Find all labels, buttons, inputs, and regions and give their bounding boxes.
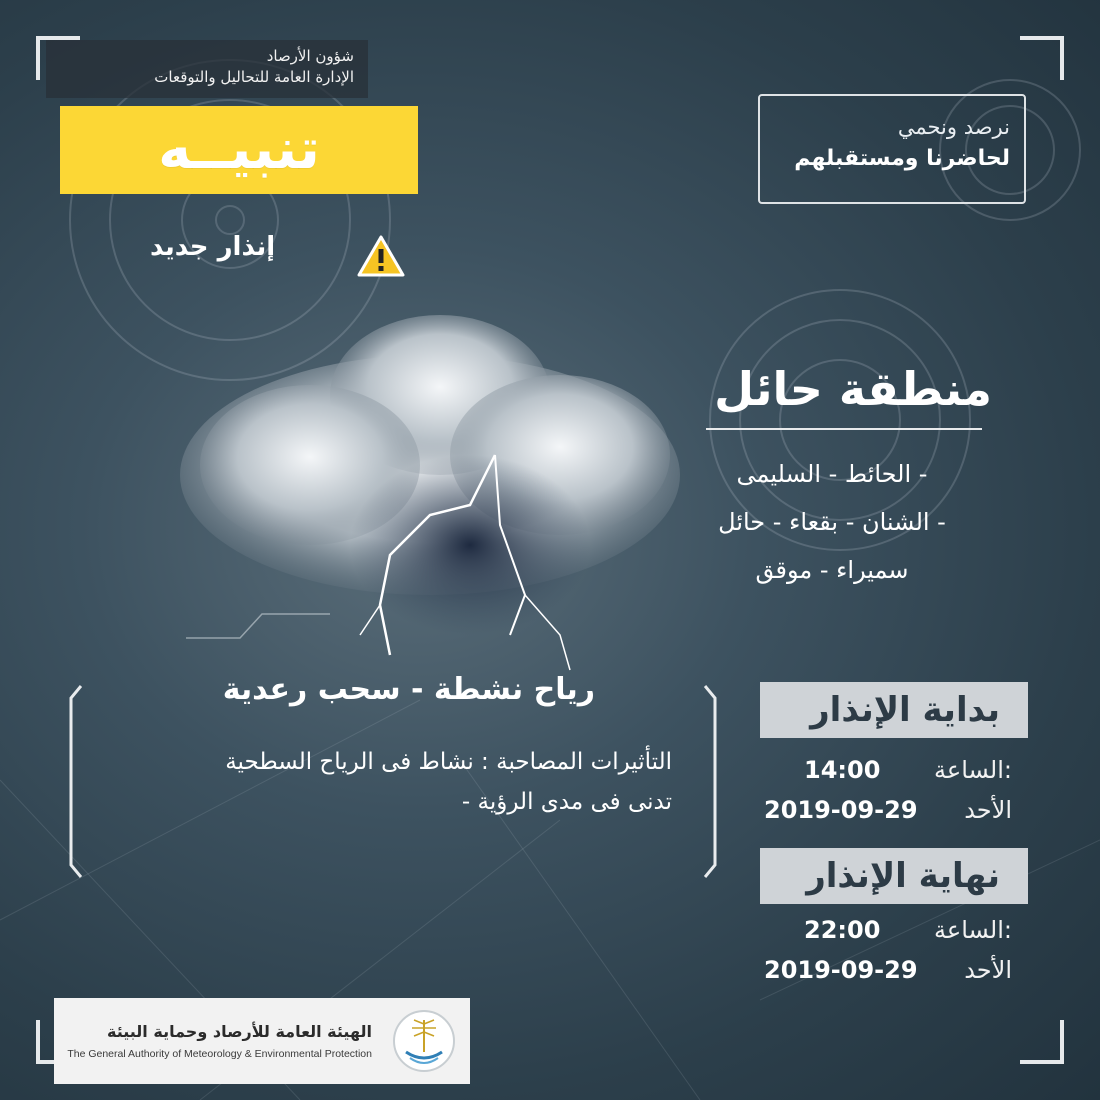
phenomena-title: رياح نشطة - سحب رعدية bbox=[222, 672, 595, 707]
department-line-2: الإدارة العامة للتحاليل والتوقعات bbox=[154, 68, 354, 86]
new-warning-label: إنذار جديد bbox=[150, 232, 276, 262]
effects-text bbox=[92, 742, 672, 822]
areas-list bbox=[682, 450, 982, 594]
end-header: نهاية الإنذار bbox=[760, 848, 1028, 904]
slogan-frame bbox=[758, 94, 1026, 204]
start-time-value: 14:00 bbox=[804, 756, 881, 784]
storm-cloud-icon bbox=[140, 305, 700, 675]
department-header bbox=[46, 40, 368, 98]
department-line-1: شؤون الأرصاد bbox=[266, 47, 354, 65]
region-divider bbox=[706, 428, 982, 430]
end-time-row bbox=[764, 916, 1012, 954]
bracket-right bbox=[704, 684, 718, 879]
authority-logo-icon bbox=[388, 1008, 460, 1074]
end-time-label: الساعة: bbox=[934, 916, 1012, 944]
end-date-value: 2019-09-29 bbox=[764, 956, 918, 984]
end-day: الأحد bbox=[964, 956, 1012, 984]
effects-line-2: - تدنى فى مدى الرؤية bbox=[461, 789, 672, 815]
area-line: الحائط - السليمى - bbox=[736, 460, 928, 488]
slogan-line-1: نرصد ونحمي bbox=[897, 115, 1010, 139]
start-day: الأحد bbox=[964, 796, 1012, 824]
area-line: سميراء - موقق bbox=[755, 556, 909, 584]
start-date-row bbox=[764, 796, 1012, 834]
area-line: الشنان - بقعاء - حائل - bbox=[718, 508, 946, 536]
end-date-row bbox=[764, 956, 1012, 994]
warning-triangle-icon bbox=[356, 234, 406, 278]
start-time-label: الساعة: bbox=[934, 756, 1012, 784]
start-time-row bbox=[764, 756, 1012, 794]
region-title: منطقة حائل bbox=[714, 362, 992, 416]
effects-line-1: التأثيرات المصاحبة : نشاط فى الرياح السطحية bbox=[225, 749, 672, 775]
start-header: بداية الإنذار bbox=[760, 682, 1028, 738]
slogan-line-2: لحاضرنا ومستقبلهم bbox=[794, 146, 1010, 171]
org-name-arabic: الهيئة العامة للأرصاد وحماية البيئة bbox=[107, 1022, 372, 1041]
start-date-value: 2019-09-29 bbox=[764, 796, 918, 824]
alert-banner: تنبيــه bbox=[60, 106, 418, 194]
org-name-english: The General Authority of Meteorology & Environmental Protection bbox=[67, 1048, 372, 1060]
end-time-value: 22:00 bbox=[804, 916, 881, 944]
bracket-left bbox=[68, 684, 82, 879]
